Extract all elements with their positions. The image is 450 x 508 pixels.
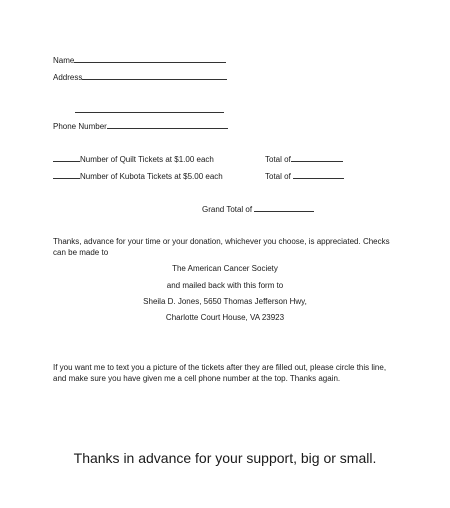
organization-name: The American Cancer Society	[172, 264, 278, 273]
quilt-total-field[interactable]	[291, 153, 343, 162]
kubota-total-field[interactable]	[293, 170, 344, 179]
phone-field[interactable]	[107, 120, 228, 129]
quilt-total-label: Total of	[265, 155, 291, 164]
name-label: Name	[53, 56, 75, 65]
grand-total-row	[202, 203, 314, 215]
quilt-row	[53, 153, 214, 165]
text-request-paragraph: If you want me to text you a picture of the tickets after they are filled out, please circle this line, and make sure you have given me a cell phone number at the top. Thanks again.	[53, 363, 387, 383]
address-field[interactable]	[82, 71, 227, 80]
kubota-count-field[interactable]	[53, 170, 80, 179]
kubota-total-row	[265, 170, 344, 182]
phone-label: Phone Number	[53, 122, 107, 131]
quilt-label: Number of Quilt Tickets at $1.00 each	[80, 155, 214, 164]
kubota-label: Number of Kubota Tickets at $5.00 each	[80, 172, 223, 181]
address-label: Address	[53, 73, 83, 82]
mailing-address-line1: Sheila D. Jones, 5650 Thomas Jefferson Hwy,	[143, 297, 307, 306]
address-field-line2[interactable]	[75, 104, 224, 113]
quilt-count-field[interactable]	[53, 153, 80, 162]
thanks-paragraph: Thanks, advance for your time or your donation, whichever you choose, is appreciated. Checks can be made to	[53, 237, 390, 257]
kubota-total-label: Total of	[265, 172, 294, 181]
footer-thanks: Thanks in advance for your support, big or small.	[73, 450, 377, 466]
name-field[interactable]	[74, 54, 226, 63]
grand-total-label: Grand Total of	[202, 205, 255, 214]
mailing-address-line2: Charlotte Court House, VA 23923	[165, 313, 285, 322]
quilt-total-row	[265, 153, 343, 165]
grand-total-field[interactable]	[254, 203, 314, 212]
phone-row	[53, 120, 228, 132]
name-row	[53, 54, 226, 66]
kubota-row	[53, 170, 223, 182]
mailed-back-text: and mailed back with this form to	[166, 281, 284, 290]
address-row	[53, 71, 227, 83]
